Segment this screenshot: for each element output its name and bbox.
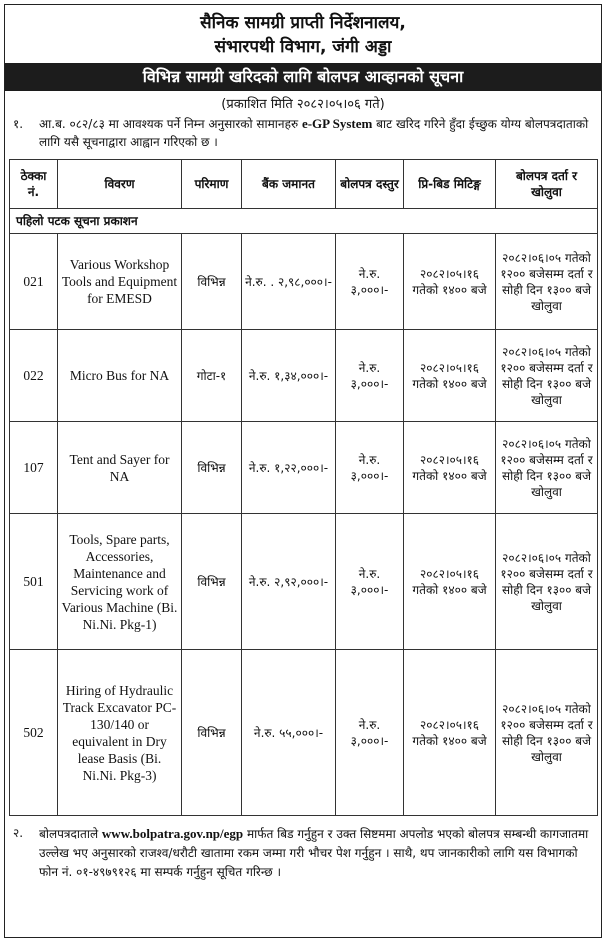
- intro-text-after: बाट खरिद गरिने हुँदा ईच्छुक योग्य बोलपत्रदाताको लागि यसै सूचनाद्वारा आह्वान गरिएको छ ।: [39, 117, 589, 149]
- item-description: Hiring of Hydraulic Track Excavator PC-130/140 or equivalent in Dry lease Basis (Bi. Ni.Ni. Pkg-3): [58, 650, 182, 816]
- bank-guarantee: ने.रु. २,९२,०००।-: [242, 514, 336, 650]
- bid-fee: ने.रु. ३,०००।-: [336, 422, 404, 514]
- header-registration-opening: बोलपत्र दर्ता र खोलुवा: [496, 160, 598, 209]
- first-publication-label: पहिलो पटक सूचना प्रकाशन: [10, 209, 598, 234]
- registration-opening: २०८२।०६।०५ गतेको १२०० बजेसम्म दर्ता र सोही दिन १३०० बजे खोलुवा: [496, 330, 598, 422]
- contract-no: 022: [10, 330, 58, 422]
- bid-fee: ने.रु. ३,०००।-: [336, 514, 404, 650]
- table-row: [10, 650, 598, 816]
- prebid-meeting: २०८२।०५।१६ गतेको १४०० बजे: [404, 514, 496, 650]
- bank-guarantee: ने.रु. . २,९८,०००।-: [242, 234, 336, 330]
- item-description: Tools, Spare parts, Accessories, Maintenance and Servicing work of Various Machine (Bi. Ni.Ni. Pkg-1): [58, 514, 182, 650]
- bid-fee: ने.रु. ३,०००।-: [336, 650, 404, 816]
- contract-no: 107: [10, 422, 58, 514]
- prebid-meeting: २०८२।०५।१६ गतेको १४०० बजे: [404, 330, 496, 422]
- table-row: [10, 514, 598, 650]
- registration-opening: २०८२।०६।०५ गतेको १२०० बजेसम्म दर्ता र सोही दिन १३०० बजे खोलुवा: [496, 234, 598, 330]
- intro-text: [39, 115, 591, 151]
- bid-fee: ने.रु. ३,०००।-: [336, 234, 404, 330]
- publish-date: (प्रकाशित मिति २०८२।०५।०६ गते): [221, 97, 385, 112]
- footer-number: २.: [13, 826, 24, 840]
- header-contract-no: ठेक्का नं.: [10, 160, 58, 209]
- bank-guarantee: ने.रु. ५५,०००।-: [242, 650, 336, 816]
- footer-text-before: बोलपत्रदाताले: [39, 827, 102, 841]
- notice-title: विभिन्न सामग्री खरिदको लागि बोलपत्र आव्हानको सूचना: [5, 63, 601, 91]
- footer-paragraph: [5, 824, 601, 882]
- bank-guarantee: ने.रु. १,३४,०००।-: [242, 330, 336, 422]
- intro-text-before: आ.ब. ०८२/८३ मा आवश्यक पर्ने निम्न अनुसारको सामानहरु: [39, 117, 302, 131]
- prebid-meeting: २०८२।०५।१६ गतेको १४०० बजे: [404, 650, 496, 816]
- department-name: संभारपथी विभाग, जंगी अड्डा: [214, 37, 392, 57]
- item-description: Tent and Sayer for NA: [58, 422, 182, 514]
- registration-opening: २०८२।०६।०५ गतेको १२०० बजेसम्म दर्ता र सोही दिन १३०० बजे खोलुवा: [496, 514, 598, 650]
- item-quantity: विभिन्न: [182, 422, 242, 514]
- table-subheader-row: [10, 209, 598, 234]
- item-quantity: विभिन्न: [182, 650, 242, 816]
- header-quantity: परिमाण: [182, 160, 242, 209]
- table-header-row: [10, 160, 598, 209]
- footer-text-after: मार्फत बिड गर्नुहुन र उक्त सिष्टममा अपलोड भएको बोलपत्र सम्बन्धी कागजातमा उल्लेख भए अनुसारको राजश्व/धरौटी खातामा रकम जम्मा गरी भौचर पेश गर्नुहुन । साथै, थप जानकारीको लागि यस विभागको फोन नं. ०१-४९७९१२६ मा सम्पर्क गर्नुहुन सूचित गरिन्छ ।: [39, 827, 589, 879]
- bid-fee: ने.रु. ३,०००।-: [336, 330, 404, 422]
- header-description: विवरण: [58, 160, 182, 209]
- registration-opening: २०८२।०६।०५ गतेको १२०० बजेसम्म दर्ता र सोही दिन १३०० बजे खोलुवा: [496, 422, 598, 514]
- bolpatra-url: www.bolpatra.gov.np/egp: [101, 826, 244, 841]
- tender-table: [9, 159, 598, 816]
- table-row: [10, 422, 598, 514]
- egp-system-label: e-GP System: [301, 116, 373, 131]
- notice-page: [4, 4, 602, 938]
- contract-no: 502: [10, 650, 58, 816]
- header-prebid-meeting: प्रि-बिड मिटिङ्ग: [404, 160, 496, 209]
- prebid-meeting: २०८२।०५।१६ गतेको १४०० बजे: [404, 422, 496, 514]
- contract-no: 501: [10, 514, 58, 650]
- item-quantity: विभिन्न: [182, 514, 242, 650]
- item-description: Micro Bus for NA: [58, 330, 182, 422]
- registration-opening: २०८२।०६।०५ गतेको १२०० बजेसम्म दर्ता र सोही दिन १३०० बजे खोलुवा: [496, 650, 598, 816]
- intro-number: १.: [13, 117, 24, 131]
- table-row: [10, 330, 598, 422]
- header-bank-guarantee: बैंक जमानत: [242, 160, 336, 209]
- header-bid-fee: बोलपत्र दस्तुर: [336, 160, 404, 209]
- item-description: Various Workshop Tools and Equipment for EMESD: [58, 234, 182, 330]
- item-quantity: गोटा-१: [182, 330, 242, 422]
- item-quantity: विभिन्न: [182, 234, 242, 330]
- footer-text: [39, 824, 591, 882]
- bank-guarantee: ने.रु. १,२२,०००।-: [242, 422, 336, 514]
- table-row: [10, 234, 598, 330]
- org-name: सैनिक सामग्री प्राप्ती निर्देशनालय,: [200, 13, 406, 33]
- contract-no: 021: [10, 234, 58, 330]
- intro-paragraph: [5, 115, 601, 151]
- prebid-meeting: २०८२।०५।१६ गतेको १४०० बजे: [404, 234, 496, 330]
